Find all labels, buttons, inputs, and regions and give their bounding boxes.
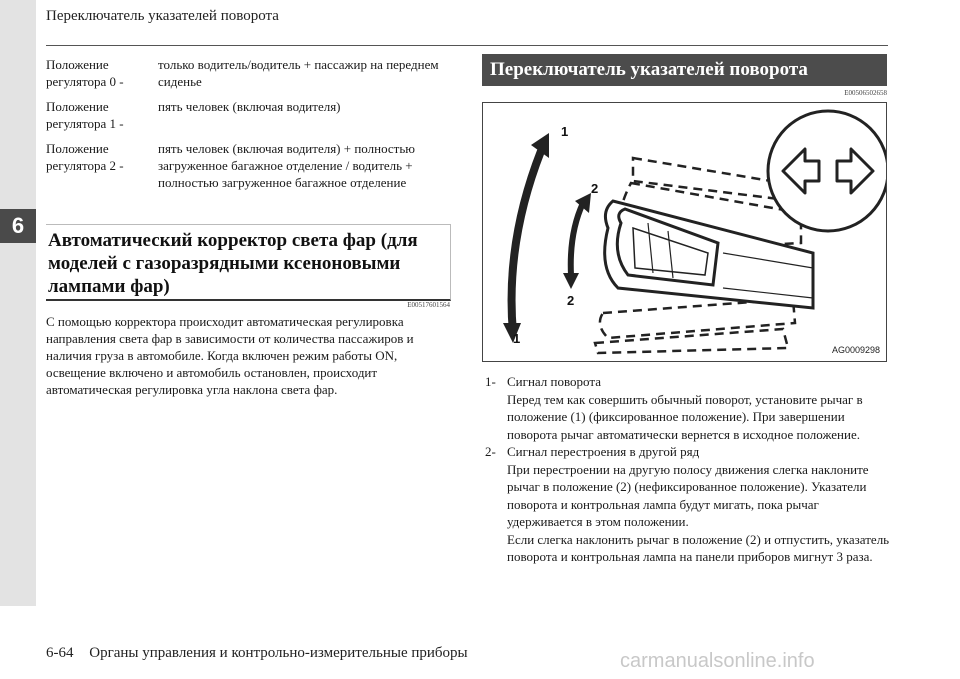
list-item	[485, 373, 890, 443]
leveling-section-code: E00517601564	[407, 301, 450, 309]
turn-signal-figure	[482, 102, 887, 362]
header-rule	[46, 45, 888, 46]
item-title: Сигнал поворота	[507, 374, 601, 389]
running-title: Переключатель указателей поворота	[46, 8, 279, 24]
table-row	[46, 56, 446, 90]
page-footer	[46, 645, 468, 662]
item-text: При перестроении на другую полосу движения слегка наклоните рычаг в положение (2) (нефиксированное положение). Указатели поворота и контрольная лампа будут мигать, пока рычаг удерживается в этом положении.	[507, 461, 869, 529]
side-tab	[0, 0, 36, 606]
item-number: 2-	[485, 444, 496, 459]
turn-section-code: E00506502658	[844, 89, 887, 97]
turn-lever-illustration	[483, 103, 886, 361]
regulator-position: Положение регулятора 1 -	[46, 99, 124, 131]
chapter-badge: 6	[0, 209, 36, 243]
turn-signal-arrows-icon	[768, 111, 886, 231]
list-item	[485, 443, 890, 566]
leveling-section-heading	[46, 224, 451, 301]
item-number: 1-	[485, 374, 496, 389]
regulator-description: только водитель/водитель + пассажир на переднем сиденье	[158, 57, 439, 89]
regulator-description: пять человек (включая водителя)	[158, 99, 341, 114]
table-row	[46, 98, 446, 132]
turn-section-heading: Переключатель указателей поворота	[482, 54, 887, 86]
figure-id: AG0009298	[831, 345, 880, 355]
watermark: carmanualsonline.info	[620, 650, 815, 672]
page-number: 6-64	[46, 645, 74, 661]
regulator-description: пять человек (включая водителя) + полностью загруженное багажное отделение / водитель + полностью загруженное багажное отделение	[158, 141, 415, 190]
regulator-position: Положение регулятора 0 -	[46, 57, 124, 89]
regulator-position: Положение регулятора 2 -	[46, 141, 124, 173]
figure-label: 2	[591, 181, 599, 196]
figure-label: 2	[567, 293, 575, 308]
figure-label: 1	[513, 331, 521, 346]
footer-section: Органы управления и контрольно-измерительные приборы	[89, 645, 468, 661]
turn-signal-descriptions	[485, 373, 890, 566]
item-text: Если слегка наклонить рычаг в положение (2) и отпустить, указатель поворота и контрольная лампа на панели приборов мигнут 3 раза.	[507, 531, 890, 564]
item-title: Сигнал перестроения в другой ряд	[507, 444, 700, 459]
regulator-table	[46, 56, 446, 199]
leveling-section-title: Автоматический корректор света фар (для моделей с газоразрядными ксеноновыми лампами фар)	[48, 230, 418, 297]
table-row	[46, 140, 446, 191]
item-text: Перед тем как совершить обычный поворот, установите рычаг в положение (1) (фиксированное положение). При завершении поворота рычаг автоматически вернется в исходное положение.	[507, 391, 863, 442]
leveling-section-body: С помощью корректора происходит автоматическая регулировка направления света фар в зависимости от количества пассажиров и наличия груза в автомобиле. Когда включен режим работы ON, освещение включено и автомобиль остановлен, происходит автоматическая регулировка угла наклона света фар.	[46, 314, 414, 397]
figure-label: 1	[561, 124, 569, 139]
